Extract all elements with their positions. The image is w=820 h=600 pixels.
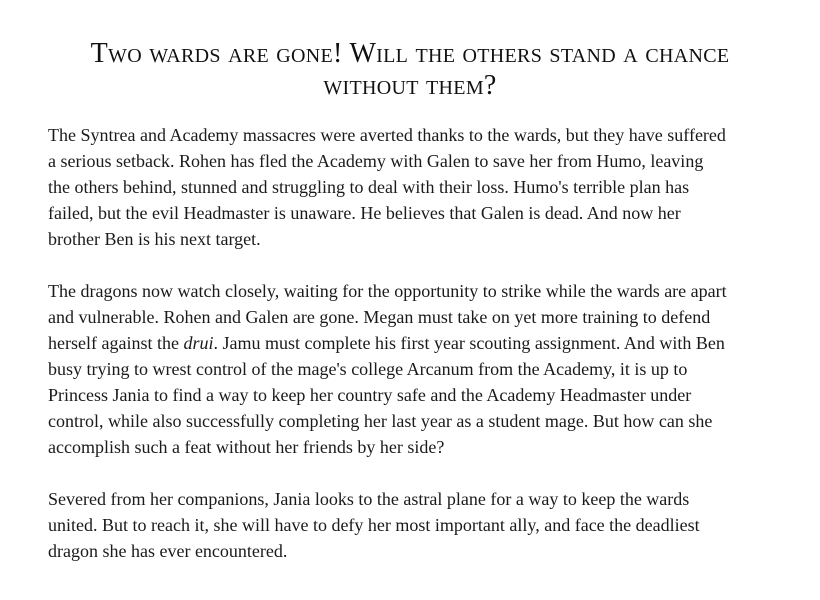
paragraph-line: The dragons now watch closely, waiting for the opportunity to strike while the wards are apart	[48, 281, 727, 301]
text-segment: herself against the	[48, 333, 184, 353]
paragraph-line: and vulnerable. Rohen and Galen are gone. Megan must take on yet more training to defend	[48, 307, 711, 327]
paragraph-2	[48, 278, 778, 460]
paragraph-1	[48, 122, 778, 252]
title-line-1: Two wards are gone! Will the others stand a chance	[90, 38, 730, 69]
paragraph-line: dragon she has ever encountered.	[48, 541, 288, 561]
paragraph-line: Princess Jania to find a way to keep her country safe and the Academy Headmaster under	[48, 385, 692, 405]
paragraph-3	[48, 486, 778, 564]
title-line-2: without them?	[323, 70, 497, 101]
paragraph-line: control, while also successfully completing her last year as a student mage. But how can she	[48, 411, 713, 431]
paragraph-line: busy trying to wrest control of the mage's college Arcanum from the Academy, it is up to	[48, 359, 688, 379]
paragraph-line: failed, but the evil Headmaster is unaware. He believes that Galen is dead. And now her	[48, 203, 681, 223]
paragraph-line: the others behind, stunned and struggling to deal with their loss. Humo's terrible plan has	[48, 177, 690, 197]
paragraph-line: accomplish such a feat without her friends by her side?	[48, 437, 445, 457]
text-segment: . Jamu must complete his first year scouting assignment. And with Ben	[213, 333, 725, 353]
page-title	[40, 38, 780, 102]
paragraph-line: a serious setback. Rohen has fled the Academy with Galen to save her from Humo, leaving	[48, 151, 704, 171]
body-text	[48, 122, 778, 590]
paragraph-line: brother Ben is his next target.	[48, 229, 261, 249]
paragraph-line	[48, 330, 778, 356]
italic-term-drui: drui	[183, 333, 214, 353]
paragraph-line: Severed from her companions, Jania looks to the astral plane for a way to keep the wards	[48, 489, 690, 509]
paragraph-line: The Syntrea and Academy massacres were averted thanks to the wards, but they have suffered	[48, 125, 726, 145]
paragraph-line: united. But to reach it, she will have to defy her most important ally, and face the deadliest	[48, 515, 700, 535]
